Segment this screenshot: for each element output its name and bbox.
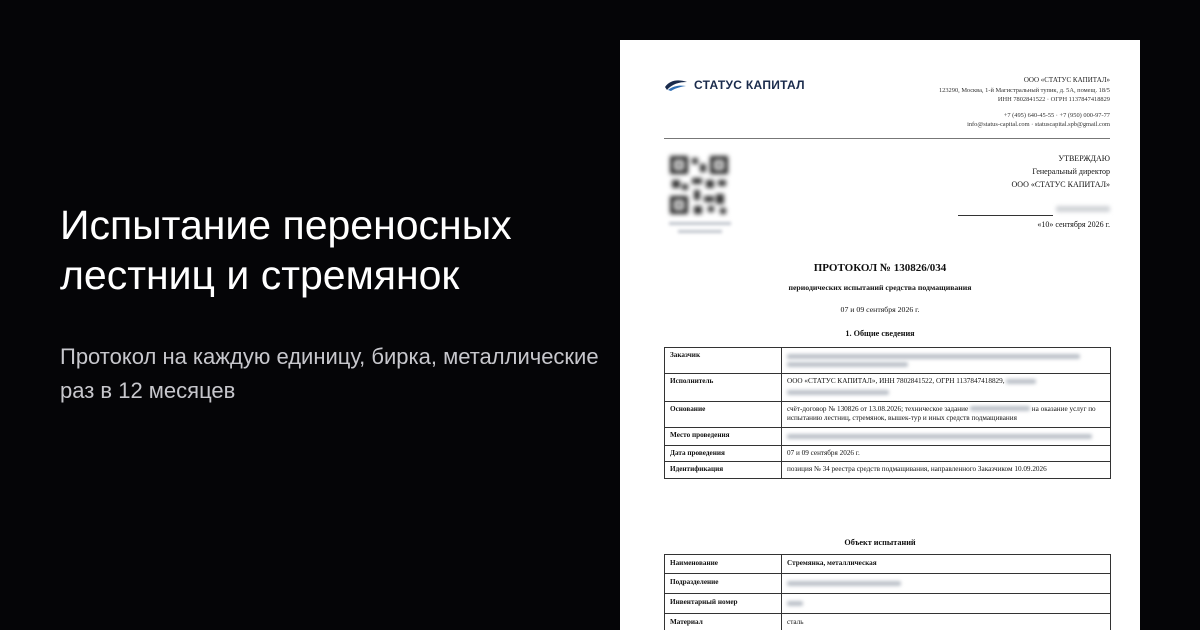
object-table (664, 554, 1111, 630)
basis-label: Основание (665, 401, 782, 427)
division-value-redacted (782, 573, 1111, 593)
basis-value-b: на (1031, 404, 1039, 413)
ident-label: Идентификация (665, 462, 782, 479)
table-row (665, 427, 1111, 445)
table-row (665, 555, 1111, 574)
customer-value-redacted (782, 348, 1111, 374)
section-general-title: 1. Общие сведения (845, 329, 915, 338)
org-name: ООО «СТАТУС КАПИТАЛ» (1023, 76, 1110, 84)
object-name-value: Стремянка, металлическая (782, 555, 1111, 574)
org-inn-ogrn: ИНН 7802841522 · ОГРН 1137847418829 (997, 96, 1110, 104)
approve-position: Генеральный директор (1032, 167, 1110, 176)
company-logo (664, 78, 805, 92)
table-row (665, 348, 1111, 374)
org-phones: +7 (495) 640-45-55 · +7 (950) 000-97-77 (1003, 111, 1110, 119)
ident-value: позиция № 34 реестра средств подмащивания, направленного Заказчиком 10.09.2026 (782, 462, 1111, 479)
approval-block (1012, 152, 1110, 191)
logo-wave-icon (664, 78, 688, 92)
hero-title: Испытание переносных лестниц и стремянок (60, 202, 512, 298)
protocol-title: ПРОТОКОЛ № 130826/034 (813, 262, 947, 274)
table-row (665, 573, 1111, 593)
qr-code (668, 154, 730, 216)
approval-date: «10» сентября 2026 г. (1037, 220, 1110, 229)
basis-value-cell (782, 401, 1111, 427)
logo-text: СТАТУС КАПИТАЛ (694, 78, 805, 92)
approve-label: УТВЕРЖДАЮ (1058, 154, 1110, 163)
signatory-name-redacted (1056, 206, 1110, 212)
material-value: сталь (782, 613, 1111, 630)
customer-label: Заказчик (665, 348, 782, 374)
protocol-document (620, 40, 1140, 630)
division-label: Подразделение (665, 573, 782, 593)
object-name-label: Наименование (665, 555, 782, 574)
section-object-title: Объект испытаний (844, 538, 916, 547)
table-row (665, 613, 1111, 630)
protocol-subtitle: периодических испытаний средства подмащивания (788, 283, 972, 292)
basis-value-a: счёт-договор № 130826 от 13.08.2026; техническое задание (787, 404, 969, 413)
org-details (939, 76, 1110, 130)
executor-label: Исполнитель (665, 374, 782, 402)
org-emails: info@status-capital.com · statuscapital.spb@gmail.com (967, 121, 1110, 129)
table-row (665, 445, 1111, 462)
table-row (665, 462, 1111, 479)
qr-caption-redacted (666, 222, 734, 238)
table-row (665, 593, 1111, 613)
inventory-label: Инвентарный номер (665, 593, 782, 613)
signature-line (958, 215, 1053, 216)
date-label: Дата проведения (665, 445, 782, 462)
general-info-table (664, 347, 1111, 479)
table-row (665, 374, 1111, 402)
place-label: Место проведения (665, 427, 782, 445)
table-row (665, 401, 1111, 427)
executor-value: ООО «СТАТУС КАПИТАЛ», ИНН 7802841522, ОГРН 1137847418829, (787, 377, 1005, 385)
hero-subtitle: Протокол на каждую единицу, бирка, металлические раз в 12 месяцев (60, 344, 599, 403)
approve-org: ООО «СТАТУС КАПИТАЛ» (1011, 180, 1110, 189)
org-address: 123290, Москва, 1-й Магистральный тупик, д. 5А, помещ. 18/5 (938, 86, 1110, 94)
material-label: Материал (665, 613, 782, 630)
protocol-dates: 07 и 09 сентября 2026 г. (840, 305, 920, 314)
header-divider (664, 138, 1110, 139)
place-value-redacted (782, 427, 1111, 445)
executor-value-cell (782, 374, 1111, 402)
basis-value-c: оказание услуг по испытанию лестниц, стремянок, вышек-тур и иных средств подмащивания (787, 404, 1096, 422)
date-value: 07 и 09 сентября 2026 г. (782, 445, 1111, 462)
inventory-value-redacted (782, 593, 1111, 613)
